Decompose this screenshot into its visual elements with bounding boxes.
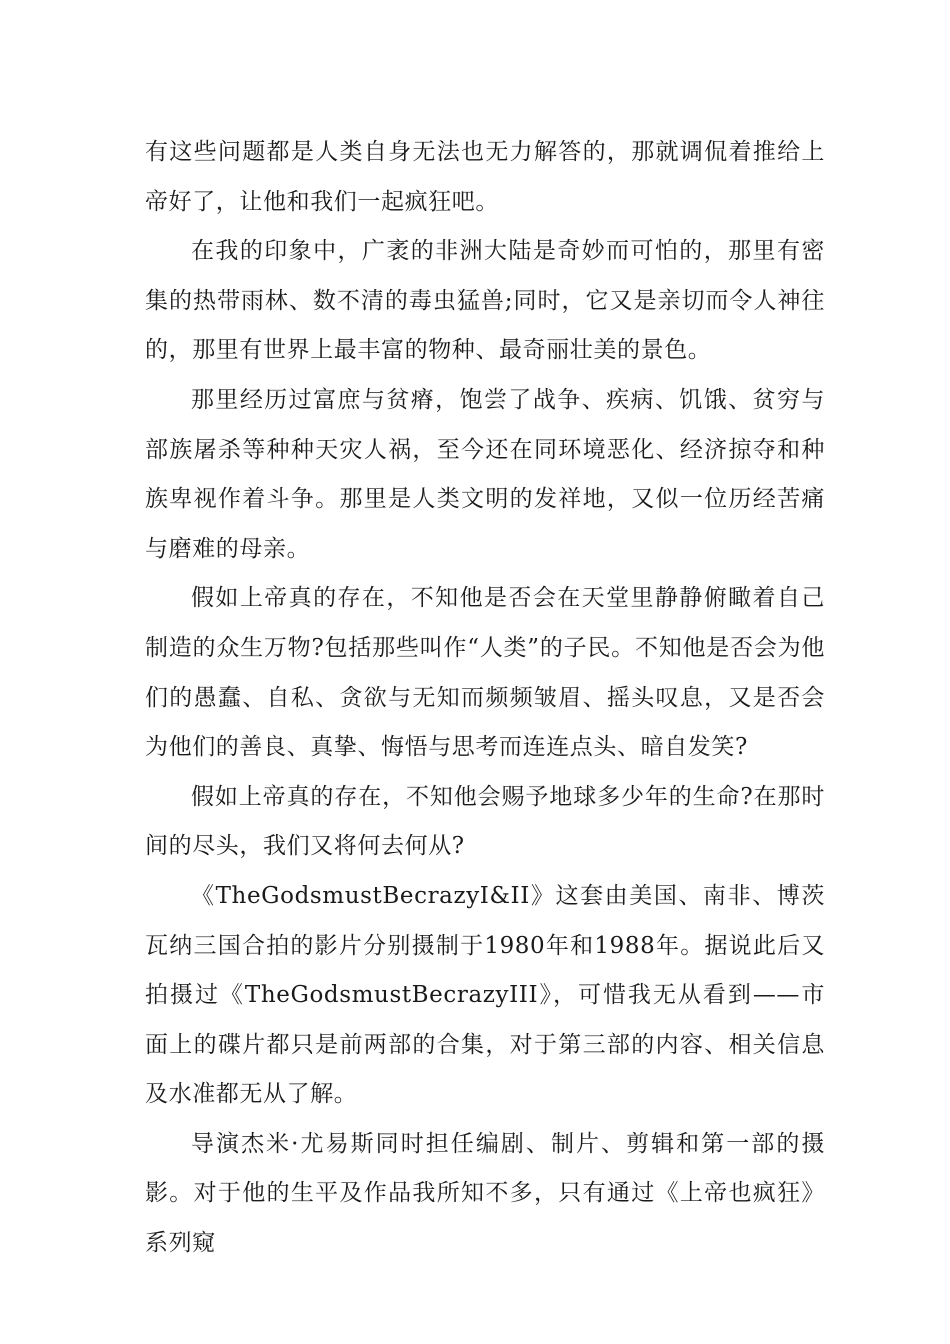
document-body xyxy=(145,128,825,1269)
paragraph: 假如上帝真的存在，不知他会赐予地球多少年的生命?在那时间的尽头，我们又将何去何从? xyxy=(145,783,825,860)
paragraph: 那里经历过富庶与贫瘠，饱尝了战争、疾病、饥饿、贫穷与部族屠杀等种种天灾人祸，至今还在同环境恶化、经济掠夺和种族卑视作着斗争。那里是人类文明的发祥地，又似一位历经苦痛与磨难的母亲。 xyxy=(145,386,825,562)
paragraph: 在我的印象中，广袤的非洲大陆是奇妙而可怕的，那里有密集的热带雨林、数不清的毒虫猛兽;同时，它又是亲切而令人神往的，那里有世界上最丰富的物种、最奇丽壮美的景色。 xyxy=(145,238,825,364)
paragraph: 有这些问题都是人类自身无法也无力解答的，那就调侃着推给上帝好了，让他和我们一起疯狂吧。 xyxy=(145,139,825,215)
paragraph: 《TheGodsmustBecrazyI&II》这套由美国、南非、博茨瓦纳三国合拍的影片分别摄制于1980年和1988年。据说此后又拍摄过《TheGodsmustBecrazyIII》，可惜我无从看到——市面上的碟片都只是前两部的合集，对于第三部的内容、相关信息及水准都无从了解。 xyxy=(145,882,825,1108)
paragraph: 假如上帝真的存在，不知他是否会在天堂里静静俯瞰着自己制造的众生万物?包括那些叫作“人类”的子民。不知他是否会为他们的愚蠢、自私、贪欲与无知而频频皱眉、摇头叹息，又是否会为他们的善良、真挚、悔悟与思考而连连点头、暗自发笑? xyxy=(145,585,825,761)
paragraph: 导演杰米·尤易斯同时担任编剧、制片、剪辑和第一部的摄影。对于他的生平及作品我所知不多，只有通过《上帝也疯狂》系列窥 xyxy=(145,1130,825,1257)
